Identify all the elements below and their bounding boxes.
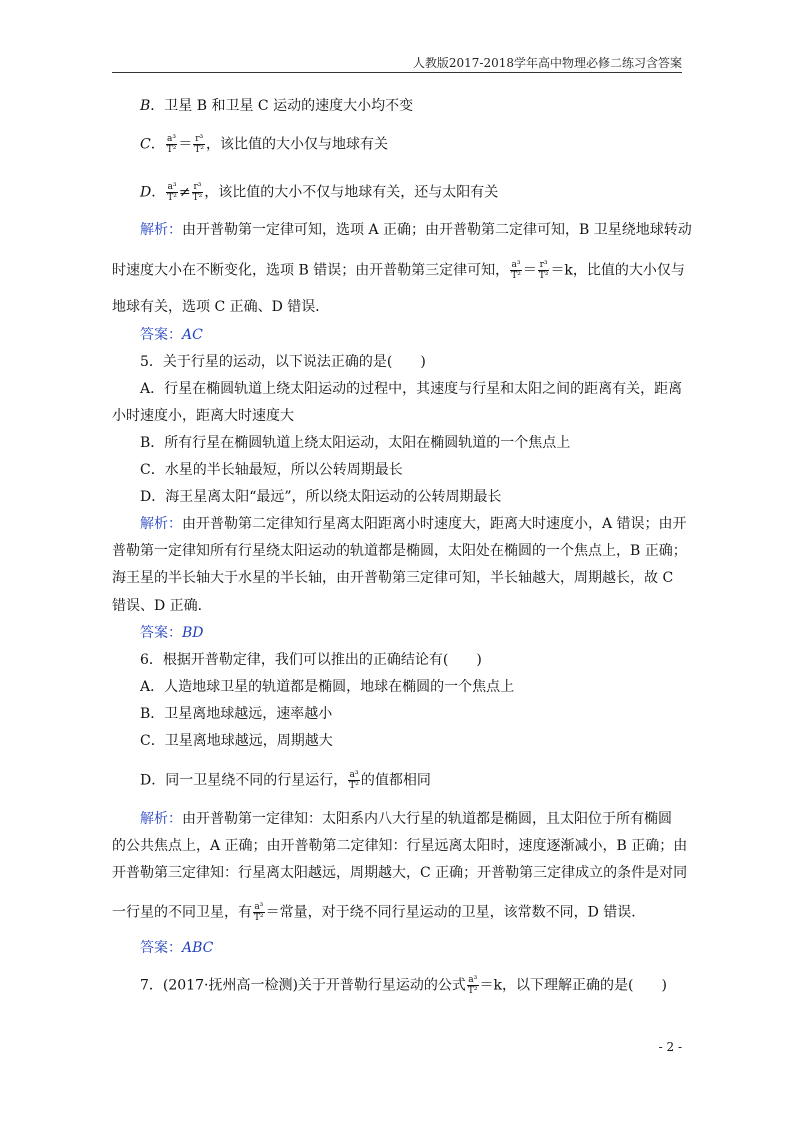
- header-rule: [112, 72, 682, 73]
- q4-analysis-line-3: 地球有关，选项 C 正确、D 错误．: [112, 299, 330, 315]
- fraction-a3-t2: $\frac{\text{a³}}{\text{T²}}$: [166, 134, 177, 155]
- q5-answer: [140, 623, 204, 643]
- q6-stem: 6．根据开普勒定律，我们可以推出的正确结论有( ): [140, 652, 482, 668]
- answer-label: 答案：: [140, 940, 182, 956]
- analysis-label: 解析：: [140, 811, 182, 827]
- q6-analysis-line-3: 开普勒第三定律知：行星离太阳越远，周期越大，C 正确；开普勒第三定律成立的条件是对同: [112, 865, 688, 881]
- q6-option-b: B．卫星离地球越远，速率越小: [140, 706, 333, 722]
- answer-value: AC: [182, 327, 203, 343]
- q5-analysis-line-3: 海王星的半长轴大于水星的半长轴，由开普勒第三定律可知，半长轴越大，周期越长，故 C: [112, 570, 674, 586]
- option-letter: D: [140, 184, 152, 201]
- q4-analysis-line-1: 解析：由开普勒第一定律可知，选项 A 正确；由开普勒第二定律可知，B 卫星绕地球转动: [140, 222, 692, 238]
- page-number: - 2 -: [658, 1040, 682, 1054]
- q6-analysis-line-4: 一行星的不同卫星，有 $\frac{\text{a³}}{\text{T²}}$ ＝常量，对于绕不同行星运动的卫星，该常数不同，D 错误．: [112, 902, 646, 923]
- q4-option-b: [140, 96, 413, 116]
- fraction-a3-t2: $\frac{\text{a³}}{\text{T²}}$: [349, 770, 359, 791]
- q5-stem: 5．关于行星的运动，以下说法正确的是( ): [140, 354, 426, 370]
- answer-label: 答案：: [140, 327, 182, 343]
- q5-option-a-line-2: 小时速度小，距离大时速度大: [112, 408, 294, 424]
- option-text: ．卫星 B 和卫星 C 运动的速度大小均不变: [150, 98, 414, 114]
- fraction-a3-t2: $\frac{\text{a³}}{\text{T²}}$: [467, 975, 478, 996]
- analysis-label: 解析：: [140, 516, 182, 532]
- fraction-r3-t2: $\frac{\text{r³}}{\text{T²}}$: [194, 134, 204, 155]
- answer-label: 答案：: [140, 625, 182, 641]
- fraction-a3-t2: $\frac{\text{a³}}{\text{T²}}$: [167, 182, 177, 203]
- q5-option-d: D．海王星离太阳“最远”，所以绕太阳运动的公转周期最长: [140, 489, 502, 505]
- fraction-a3-t2: $\frac{\text{a³}}{\text{T²}}$: [511, 260, 521, 281]
- q4-option-c: C． $\frac{\text{a³}}{\text{T²}}$ ＝ $\frac{\text{r³}}{\text{T²}}$ ，该比值的大小仅与地球有关: [140, 134, 388, 155]
- q6-analysis-line-2: 的公共焦点上，A 正确；由开普勒第二定律知：行星远离太阳时，速度逐渐减小，B 正确；由: [112, 838, 688, 854]
- option-letter: C: [140, 136, 151, 153]
- q5-option-c: C．水星的半长轴最短，所以公转周期最长: [140, 462, 403, 478]
- q5-option-a-line-1: A．行星在椭圆轨道上绕太阳运动的过程中，其速度与行星和太阳之间的距离有关，距离: [140, 381, 683, 397]
- option-letter: B: [140, 98, 151, 114]
- q4-answer: [140, 325, 203, 345]
- fraction-r3-t2: $\frac{\text{r³}}{\text{T²}}$: [192, 182, 203, 203]
- q6-analysis-line-1: 解析：由开普勒第一定律知：太阳系内八大行星的轨道都是椭圆，且太阳位于所有椭圆: [140, 811, 672, 827]
- q6-option-d: D．同一卫星绕不同的行星运行， $\frac{\text{a³}}{\text{T²}}$ 的值都相同: [140, 770, 431, 791]
- fraction-a3-t2: $\frac{\text{a³}}{\text{T²}}$: [254, 902, 264, 923]
- answer-value: BD: [182, 625, 204, 641]
- q4-option-d: D． $\frac{\text{a³}}{\text{T²}}$ ≠ $\frac{\text{r³}}{\text{T²}}$ ，该比值的大小不仅与地球有关，还与太阳有关: [140, 182, 499, 203]
- q5-analysis-line-1: 解析：由开普勒第二定律知行星离太阳距离小时速度大，距离大时速度小，A 错误；由开: [140, 516, 687, 532]
- q6-option-c: C．卫星离地球越远，周期越大: [140, 733, 333, 749]
- q5-option-b: B．所有行星在椭圆轨道上绕太阳运动，太阳在椭圆轨道的一个焦点上: [140, 435, 571, 451]
- fraction-r3-t2: $\frac{\text{r³}}{\text{T²}}$: [538, 260, 549, 281]
- q7-stem: 7．(2017·抚州高一检测)关于开普勒行星运动的公式 $\frac{\text{a³}}{\text{T²}}$ ＝k，以下理解正确的是( ): [140, 975, 667, 996]
- option-text: ，该比值的大小仅与地球有关: [205, 136, 388, 153]
- q5-analysis-line-2: 普勒第一定律知所有行星绕太阳运动的轨道都是椭圆，太阳处在椭圆的一个焦点上，B 正确；: [112, 543, 687, 559]
- q6-answer: [140, 938, 213, 958]
- analysis-label: 解析：: [140, 222, 182, 238]
- answer-value: ABC: [182, 940, 214, 956]
- option-text: ，该比值的大小不仅与地球有关，还与太阳有关: [204, 184, 499, 201]
- q4-analysis-line-2: 时速度大小在不断变化，选项 B 错误；由开普勒第三定律可知， $\frac{\text{a³}}{\text{T²}}$ ＝ $\frac{\text{r³}}{\text{T²}}$ ＝k，比值的大小仅与: [112, 260, 685, 281]
- q5-analysis-line-4: 错误、D 正确．: [112, 598, 212, 614]
- header-title: 人教版2017-2018学年高中物理必修二练习含答案: [412, 56, 682, 70]
- q6-option-a: A．人造地球卫星的轨道都是椭圆，地球在椭圆的一个焦点上: [140, 679, 515, 695]
